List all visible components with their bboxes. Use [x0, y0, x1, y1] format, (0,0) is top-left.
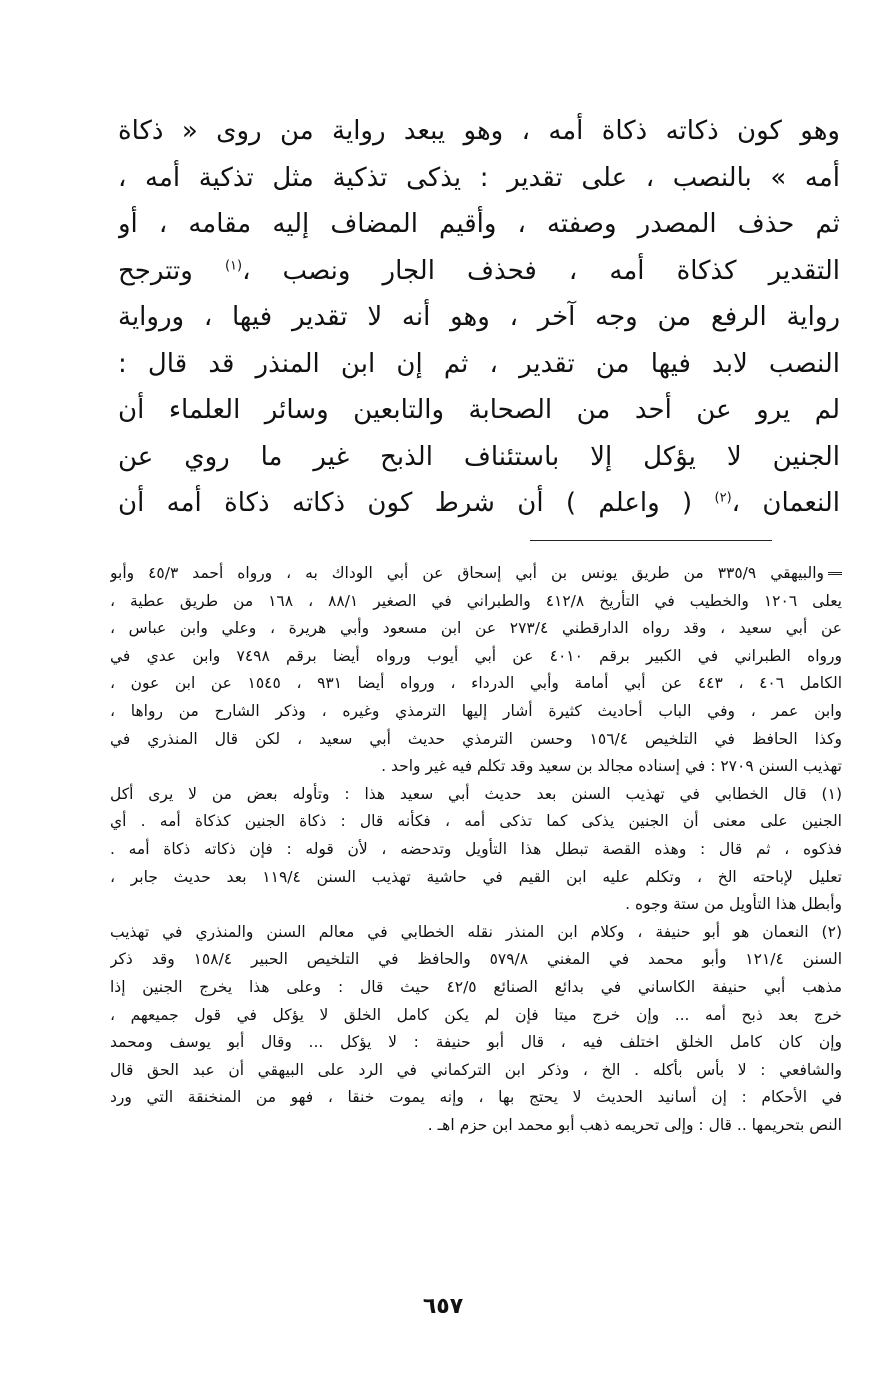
footnote-separator: [530, 540, 772, 541]
footnote-line: وابن عمر ، وفي الباب أحاديث كثيرة أشار إليها الترمذي وغيره ، وذكر الشارح من رواها ،: [110, 701, 842, 720]
footnote-line: الكامل ٤٠٦ ، ٤٤٣ عن أبي أمامة وأبي الدرداء ، ورواه أيضا ٩٣١ ، ١٥٤٥ عن ابن عون ،: [110, 674, 842, 693]
footnote-text: والبيهقي ٣٣٥/٩ من طريق يونس بن أبي إسحاق عن أبي الوداك به ، ورواه أحمد ٤٥/٣ وأبو: [110, 564, 824, 582]
footnote-1-line: فذكوه ، ثم قال : وهذه القصة تبطل هذا التأويل وتدحضه ، لأن قوله : فإن ذكاته ذكاة أمه .: [110, 839, 842, 858]
footnote-2-line: النص بتحريمها .. قال : وإلى تحريمه ذهب أبو محمد ابن حزم اهـ .: [427, 1115, 842, 1134]
footnote-2-line: (٢) النعمان هو أبو حنيفة ، وكلام ابن المنذر نقله الخطابي في معالم السنن والمنذري في تهذيب: [110, 922, 842, 941]
footnote-line: ورواه الطبراني في الكبير برقم ٤٠١٠ عن أبي أيوب ورواه أيضا برقم ٧٤٩٨ وابن عدي في: [110, 646, 842, 665]
main-text-line: لم يرو عن أحد من الصحابة والتابعين وسائر العلماء أن: [118, 395, 840, 425]
main-text-segment: وتترجح: [118, 255, 225, 286]
footnote-1-line: الجنين على معنى أن الجنين يذكى كما تذكى أمه ، فكأنه قال : ذكاة الجنين كذكاة أمه . أي: [110, 812, 842, 831]
footnote-line: وكذا الحافظ في التلخيص ١٥٦/٤ وحسن الترمذي حديث أبي سعيد ، لكن قال المنذري في: [110, 729, 842, 748]
main-text-segment: ( واعلم ) أن شرط كون ذكاته ذكاة أمه أن: [118, 488, 715, 518]
main-text-line: وهو كون ذكاته ذكاة أمه ، وهو يبعد رواية من روى « ذكاة: [118, 116, 840, 146]
footnote-ref-2: (٢): [714, 490, 732, 506]
footnote-2-line: مذهب أبي حنيفة الكاساني في بدائع الصنائع ٤٢/٥ حيث قال : وعلى هذا يخرج الجنين إذا: [110, 977, 842, 996]
footnote-line: عن أبي سعيد ، وقد رواه الدارقطني ٢٧٣/٤ عن ابن مسعود وأبي هريرة ، وعلي وابن عباس ،: [110, 619, 842, 638]
footnote-2-line: في الأحكام : إن أسانيد الحديث لا يحتج بها ، وإنه يموت خنقا ، فهو من المنخنقة التي ورد: [110, 1088, 842, 1107]
footnote-1-line: وأبطل هذا التأويل من ستة وجوه .: [625, 895, 842, 914]
footnote-1-line: تعليل لإباحته الخ ، وتكلم عليه ابن القيم في حاشية تهذيب السنن ١١٩/٤ بعد حديث جابر ،: [110, 867, 842, 886]
main-text-line: أمه » بالنصب ، على تقدير : يذكى تذكية مثل تذكية أمه ،: [118, 162, 840, 193]
footnote-line: [110, 560, 842, 588]
footnote-2-line: والشافعي : لا بأس بأكله . الخ ، وذكر ابن التركماني في الرد على البيهقي أن عبد الحق قال: [110, 1060, 842, 1079]
main-text-line: ثم حذف المصدر وصفته ، وأقيم المضاف إليه مقامه ، أو: [118, 209, 840, 239]
footnote-ref-1: (١): [224, 257, 243, 273]
footnotes-block: [110, 560, 842, 1139]
footnote-1-line: (١) قال الخطابي في تهذيب السنن بعد حديث أبي سعيد هذا : وتأوله بعض من لا يرى أكل: [110, 784, 842, 803]
main-text-line: رواية الرفع من وجه آخر ، وهو أنه لا تقدير فيها ، ورواية: [118, 302, 840, 332]
footnote-line: يعلى ١٢٠٦ والخطيب في التأريخ ٤١٢/٨ والطبراني في الصغير ٨٨/١ ، ١٦٨ من طريق عطية ،: [110, 591, 842, 610]
footnote-2-line: وإن كان كامل الخلق اختلف فيه ، قال أبو حنيفة : لا يؤكل ... وقال أبو يوسف ومحمد: [110, 1033, 842, 1052]
page-number: ٦٥٧: [422, 1294, 464, 1319]
main-text-block: [118, 108, 840, 527]
footnote-line: تهذيب السنن ٢٧٠٩ : في إسناده مجالد بن سعيد وقد تكلم فيه غير واحد .: [381, 757, 842, 776]
footnote-2-line: خرج بعد ذبح أمه ... وإن خرج ميتا فإن لم يكن كامل الخلق لا يؤكل في قول جميعهم ،: [110, 1005, 842, 1024]
main-text-segment: التقدير كذكاة أمه ، فحذف الجار ونصب ،: [242, 255, 840, 286]
main-text-line: النصب لابد فيها من تقدير ، ثم إن ابن المنذر قد قال :: [118, 348, 840, 379]
footnote-2-line: السنن ١٢١/٤ وأبو محمد في المغني ٥٧٩/٨ والحافظ في التلخيص الحبير ١٥٨/٤ وقد ذكر: [110, 950, 842, 969]
main-text-line: الجنين لا يؤكل إلا باستئناف الذبح غير ما روي عن: [118, 441, 840, 472]
main-text-line: [118, 248, 840, 295]
main-text-line: [118, 480, 840, 527]
continuation-mark: [828, 572, 842, 575]
main-text-segment: النعمان ،: [731, 488, 840, 518]
